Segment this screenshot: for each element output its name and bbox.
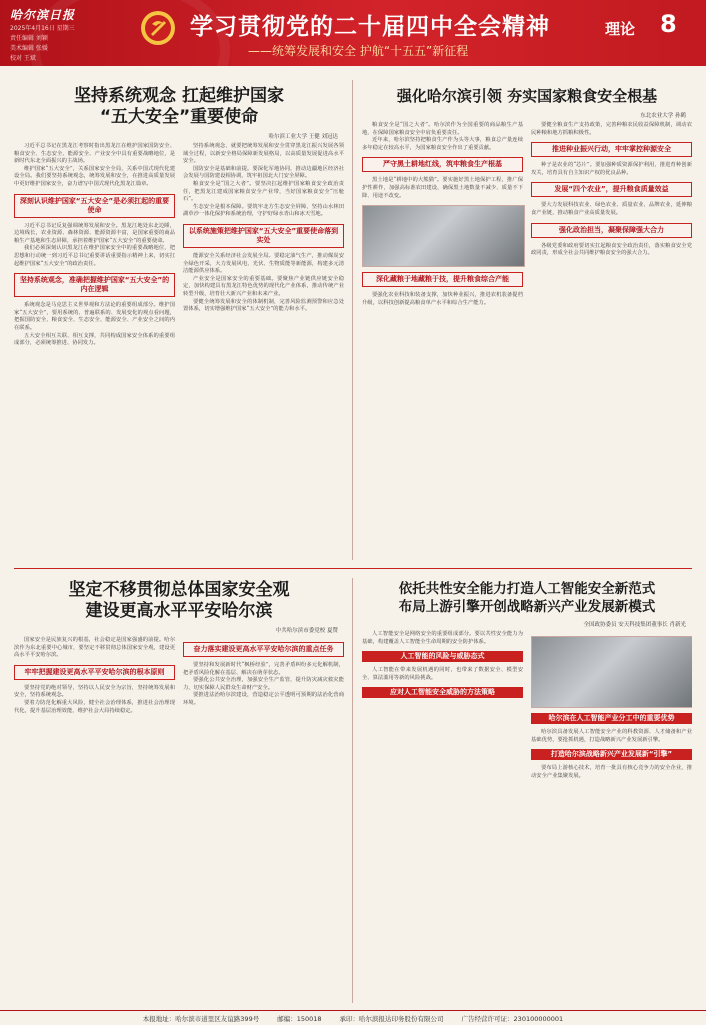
- paragraph: 要健全统筹发展和安全的体制机制，完善风险监测预警和应急处置体系，切实增强维护国家“五大安全”的能力和水平。: [183, 298, 344, 313]
- paragraph: 要布局上游核心技术，培育一批具有核心竞争力的安全企业，推动安全产业集聚发展。: [531, 765, 692, 779]
- article-column: [362, 122, 523, 307]
- page-footer: [0, 1010, 706, 1025]
- article-headline: 强化哈尔滨引领 夯实国家粮食安全根基: [396, 87, 658, 105]
- section-subheading: 应对人工智能安全威胁的方法策略: [362, 687, 523, 698]
- paragraph: 产业安全是国家安全的重要基础。要聚焦产业链供应链安全稳定，加快构建具有黑龙江特色优势的现代化产业体系，推动传统产业转型升级，培育壮大新兴产业和未来产业。: [183, 275, 344, 297]
- paragraph: 维护国家“五大安全”，关系国家安全全局，关系中国式现代化建设全局。我们要坚持系统观念，统筹发展和安全，在推进高质量发展中更好维护国家安全，奋力谱写中国式现代化黑龙江篇章。: [14, 165, 175, 187]
- paragraph: 坚持系统观念，就要把统筹发展和安全贯穿黑龙江振兴发展各领域全过程，以新安全格局保障新发展格局，以高质量发展促进高水平安全。: [183, 143, 344, 165]
- article-headline: [362, 580, 692, 616]
- meta-line: 责任编辑 刘颖: [10, 35, 48, 42]
- footer-postcode: 邮编：150018: [277, 1014, 322, 1023]
- page-number: 8: [660, 10, 677, 38]
- article-headline: [14, 86, 344, 128]
- headline-line: 坚定不移贯彻总体国家安全观: [68, 580, 290, 600]
- paragraph: 种子是农业的“芯片”。要加强种质资源保护利用，推进育种创新攻关，培育具有自主知识产权的优良品种。: [531, 162, 692, 176]
- footer-printer: 承印：哈尔滨报达印务股份有限公司: [339, 1014, 444, 1023]
- paragraph: 要健全粮食生产支持政策，完善种粮农民收益保障机制，调动农民种粮和地方抓粮积极性。: [531, 122, 692, 136]
- section-subheading: 牢牢把握建设更高水平平安哈尔滨的根本原则: [14, 665, 175, 680]
- section-subheading: 严守黑土耕地红线，筑牢粮食生产根基: [362, 157, 523, 172]
- meta-line: 校对 王斌: [10, 55, 36, 62]
- paragraph: 习近平总书记反复强调统筹发展和安全。黑龙江地处东北边陲，边境线长，农业资源、森林资源、能源资源丰富，是国家重要的商品粮生产基地和生态屏障，承担着维护国家“五大安全”的重要使命。: [14, 222, 175, 244]
- paragraph: 哈尔滨具备发展人工智能安全产业的科教资源、人才储备和产业基础优势，要抢抓机遇，打造战略新兴产业发展新引擎。: [531, 729, 692, 743]
- article-column: [183, 637, 344, 715]
- paragraph: 要坚持党的绝对领导，坚持以人民安全为宗旨，坚持统筹发展和安全，坚持系统观念。: [14, 684, 175, 699]
- article-column: [531, 631, 692, 780]
- headline-line: 坚持系统观念 扛起维护国家: [74, 86, 284, 106]
- paragraph: 黑土地是“耕地中的大熊猫”。要实施好黑土地保护工程，推广保护性耕作，加强高标准农田建设，确保黑土地数量不减少、质量不下降、用途不改变。: [362, 177, 523, 199]
- article-photo: [531, 636, 692, 708]
- paragraph: 我们必须深刻认识黑龙江在维护国家安全中的重要战略地位，把思想和行动统一到习近平总书记重要讲话重要指示精神上来，切实扛起维护国家“五大安全”的政治责任。: [14, 245, 175, 267]
- party-emblem-icon: [140, 10, 176, 46]
- headline-line: 建设更高水平平安哈尔滨: [85, 601, 273, 621]
- paragraph: 要强化农业科技和装备支撑，加快种业振兴，推进农机装备提档升级，以科技创新提高粮食单产水平和综合生产能力。: [362, 292, 523, 306]
- article-column: [14, 637, 175, 715]
- paragraph: 粮食安全是“国之大者”。哈尔滨作为全国重要的商品粮生产基地，在保障国家粮食安全中肩负重要责任。: [362, 122, 523, 136]
- headline-line: 依托共性安全能力打造人工智能安全新范式: [398, 581, 656, 597]
- column-divider: [352, 578, 353, 1003]
- section-subheading: 深刻认识维护国家“五大安全”是必须扛起的重要使命: [14, 194, 175, 218]
- article-byline: 中共哈尔滨市委党校 夏赞: [275, 628, 338, 634]
- column-divider: [352, 80, 353, 560]
- article-byline: 全国政协委员 安天科技集团董事长 肖新光: [583, 622, 686, 628]
- article-grain-security: [362, 86, 692, 562]
- paragraph: 要坚持和发展新时代“枫桥经验”，完善矛盾纠纷多元化解机制，把矛盾风险化解在基层、解决在萌芽状态。: [183, 662, 344, 676]
- page-subtitle: ——统筹发展和安全 护航“十五五”新征程: [248, 44, 469, 58]
- article-ai-security: [362, 580, 692, 1005]
- article-safe-harbin: [14, 580, 344, 1005]
- headline-line: “五大安全”重要使命: [99, 107, 259, 127]
- page-title: 学习贯彻党的二十届四中全会精神: [190, 14, 550, 40]
- article-column: [14, 143, 175, 348]
- paragraph: 国防安全是基础和前提。要深化军地协同，推动边疆地区经济社会发展与国防建设相协调，筑牢祖国北大门安全屏障。: [183, 165, 344, 180]
- meta-line: 2025年4月16日 星期三: [10, 25, 75, 32]
- masthead: [0, 0, 706, 66]
- paragraph: 习近平总书记在黑龙江考察时指出黑龙江在维护国家国防安全、粮食安全、生态安全、能源安全、产业安全中具有重要战略地位，是新时代东北全面振兴的主战场。: [14, 143, 175, 165]
- section-subheading: 推进种业振兴行动，牢牢掌控种源安全: [531, 142, 692, 157]
- paragraph: 要强化公共安全治理，加强安全生产监管，提升防灾减灾救灾能力，切实保障人民群众生命财产安全。: [183, 677, 344, 691]
- article-column: [183, 143, 344, 348]
- section-subheading: 深化藏粮于地藏粮于技，提升粮食综合产能: [362, 272, 523, 287]
- paragraph: 人工智能在带来发展机遇的同时，也带来了数据安全、模型安全、算法滥用等新的风险挑战。: [362, 667, 523, 681]
- meta-line: 美术编辑 张媛: [10, 45, 48, 52]
- paragraph: 近年来，哈尔滨坚持把粮食生产作为头等大事，粮食总产量连续多年稳定在较高水平，为国家粮食安全作出了重要贡献。: [362, 137, 523, 151]
- paragraph: 人工智能安全是网络安全的重要组成部分。要以共性安全能力为基础，构建覆盖人工智能全生命周期的安全防护体系。: [362, 631, 523, 645]
- paragraph: 各级党委和政府要切实扛起粮食安全政治责任，落实粮食安全党政同责，形成全社会共同维护粮食安全的强大合力。: [531, 242, 692, 257]
- paragraph: 系统观念是马克思主义世界观和方法论的重要组成部分。维护国家“五大安全”，要用系统的、普遍联系的、发展变化的观点看问题，把握国防安全、粮食安全、生态安全、能源安全、产业安全之间的内在联系。: [14, 302, 175, 331]
- paragraph: 国家安全是民族复兴的根基，社会稳定是国家强盛的前提。哈尔滨作为东北重要中心城市，要坚定不移贯彻总体国家安全观，建设更高水平平安哈尔滨。: [14, 637, 175, 659]
- article-byline: 哈尔滨工业大学 王健 刘冠达: [268, 134, 338, 140]
- section-subheading: 坚持系统观念，准确把握维护国家“五大安全”的内在逻辑: [14, 273, 175, 297]
- paragraph: 要着力防范化解重大风险，健全社会治理体系，推进社会治理现代化，提升基层治理效能，维护社会大局持续稳定。: [14, 699, 175, 714]
- article-column: [531, 122, 692, 307]
- paragraph: 粮食安全是“国之大者”。要坚决扛起维护国家粮食安全政治责任，把黑龙江建成国家粮食安全产业带，当好国家粮食安全“压舱石”。: [183, 180, 344, 203]
- paragraph: 能源安全关系经济社会发展全局。要稳定油气生产，推动煤炭安全绿色开采，大力发展风电、光伏、生物质能等新能源，构建多元清洁能源供应体系。: [183, 252, 344, 275]
- paragraph: 要推进法治哈尔滨建设，营造稳定公平透明可预期的法治化营商环境。: [183, 692, 344, 706]
- section-subheading: 发展“四个农业”，提升粮食质量效益: [531, 182, 692, 197]
- section-rule: [14, 568, 692, 569]
- section-subheading: 人工智能的风险与威胁态式: [362, 651, 523, 662]
- paper-logo-block: [10, 6, 150, 63]
- article-column: [362, 631, 523, 780]
- article-headline: [14, 580, 344, 622]
- footer-address: 本报地址：哈尔滨市道里区友谊路399号: [142, 1014, 260, 1023]
- paragraph: 生态安全是根本保障。要筑牢北方生态安全屏障，坚持山水林田湖草沙一体化保护和系统治理，守护好绿水青山和冰天雪地。: [183, 203, 344, 218]
- headline-line: 布局上游引擎开创战略新兴产业发展新模式: [398, 599, 656, 615]
- section-name: 理论: [605, 20, 636, 38]
- article-system-concept: [14, 86, 344, 562]
- paragraph: 要大力发展科技农业、绿色农业、质量农业、品牌农业，延伸粮食产业链，推动粮食产业高质量发展。: [531, 202, 692, 216]
- section-subheading: 打造哈尔滨战略新兴产业发展新“引擎”: [531, 749, 692, 760]
- section-subheading: 奋力落实建设更高水平平安哈尔滨的重点任务: [183, 642, 344, 657]
- section-subheading: 强化政治担当，凝聚保障强大合力: [531, 223, 692, 238]
- footer-license: 广告经营许可证：230100000001: [461, 1014, 564, 1023]
- article-byline: 东北农业大学 孙鹤: [640, 113, 686, 119]
- section-subheading: 哈尔滨在人工智能产业分工中的重要优势: [531, 713, 692, 724]
- farmland-photo: [362, 205, 525, 267]
- paper-name: 哈尔滨日报: [10, 8, 76, 22]
- paragraph: 五大安全相互关联、相互支撑，共同构成国家安全体系的重要组成部分，必须统筹推进、协同发力。: [14, 332, 175, 347]
- section-subheading: 以系统施策把维护国家“五大安全”重要使命落到实处: [183, 224, 344, 248]
